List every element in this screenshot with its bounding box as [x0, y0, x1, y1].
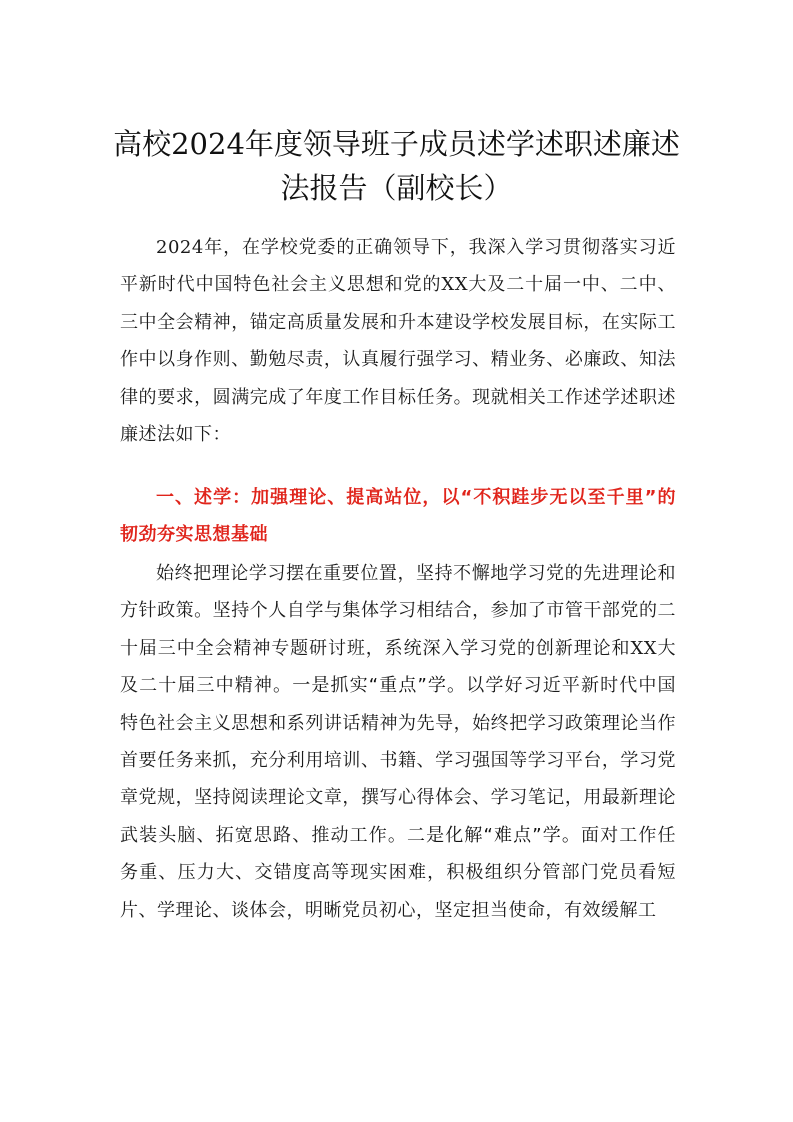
section-study-text-2: 以学好习近平新时代中国特色社会主义思想和系列讲话精神为先导，始终把学习政策理论当作首要任务来抓，充分利用培训、书籍、学习强国等学习平台，学习党章党规，坚持阅读理论文章，撰写心得体会、学习笔记，用最新理论武装头脑、拓宽思路、推动工作。 [120, 675, 677, 846]
intro-paragraph: 2024年，在学校党委的正确领导下，我深入学习贯彻落实习近平新时代中国特色社会主义思想和党的XX大及二十届一中、二中、三中全会精神，锚定高质量发展和升本建设学校发展目标，在实际工作中以身作则、勤勉尽责，认真履行强学习、精业务、必廉政、知法律的要求，圆满完成了年度工作目标任务。现就相关工作述学述职述廉述法如下： [120, 237, 676, 446]
document-title: 高校2024年度领导班子成员述学述职述廉述法报告（副校长） [113, 127, 680, 205]
point-two-label: 二是化解“难点”学。 [407, 824, 581, 846]
section-heading-study: 一、述学：加强理论、提高站位，以“不积跬步无以至千里”的韧劲夯实思想基础 [120, 487, 676, 546]
section-study-text-3: 面对工作任务重、压力大、交错度高等现实困难，积极组织分管部门党员看短片、学理论、谈体会，明晰党员初心，坚定担当使命，有效缓解工 [120, 824, 677, 921]
section-study-paragraph [120, 555, 676, 929]
point-one-label: 一是抓实“重点”学。 [292, 675, 467, 697]
section-study-text-1: 始终把理论学习摆在重要位置，坚持不懈地学习党的先进理论和方针政策。坚持个人自学与集体学习相结合，参加了市管干部党的二十届三中全会精神专题研讨班，系统深入学习党的创新理论和XX大及二十届三中精神。 [120, 563, 676, 697]
